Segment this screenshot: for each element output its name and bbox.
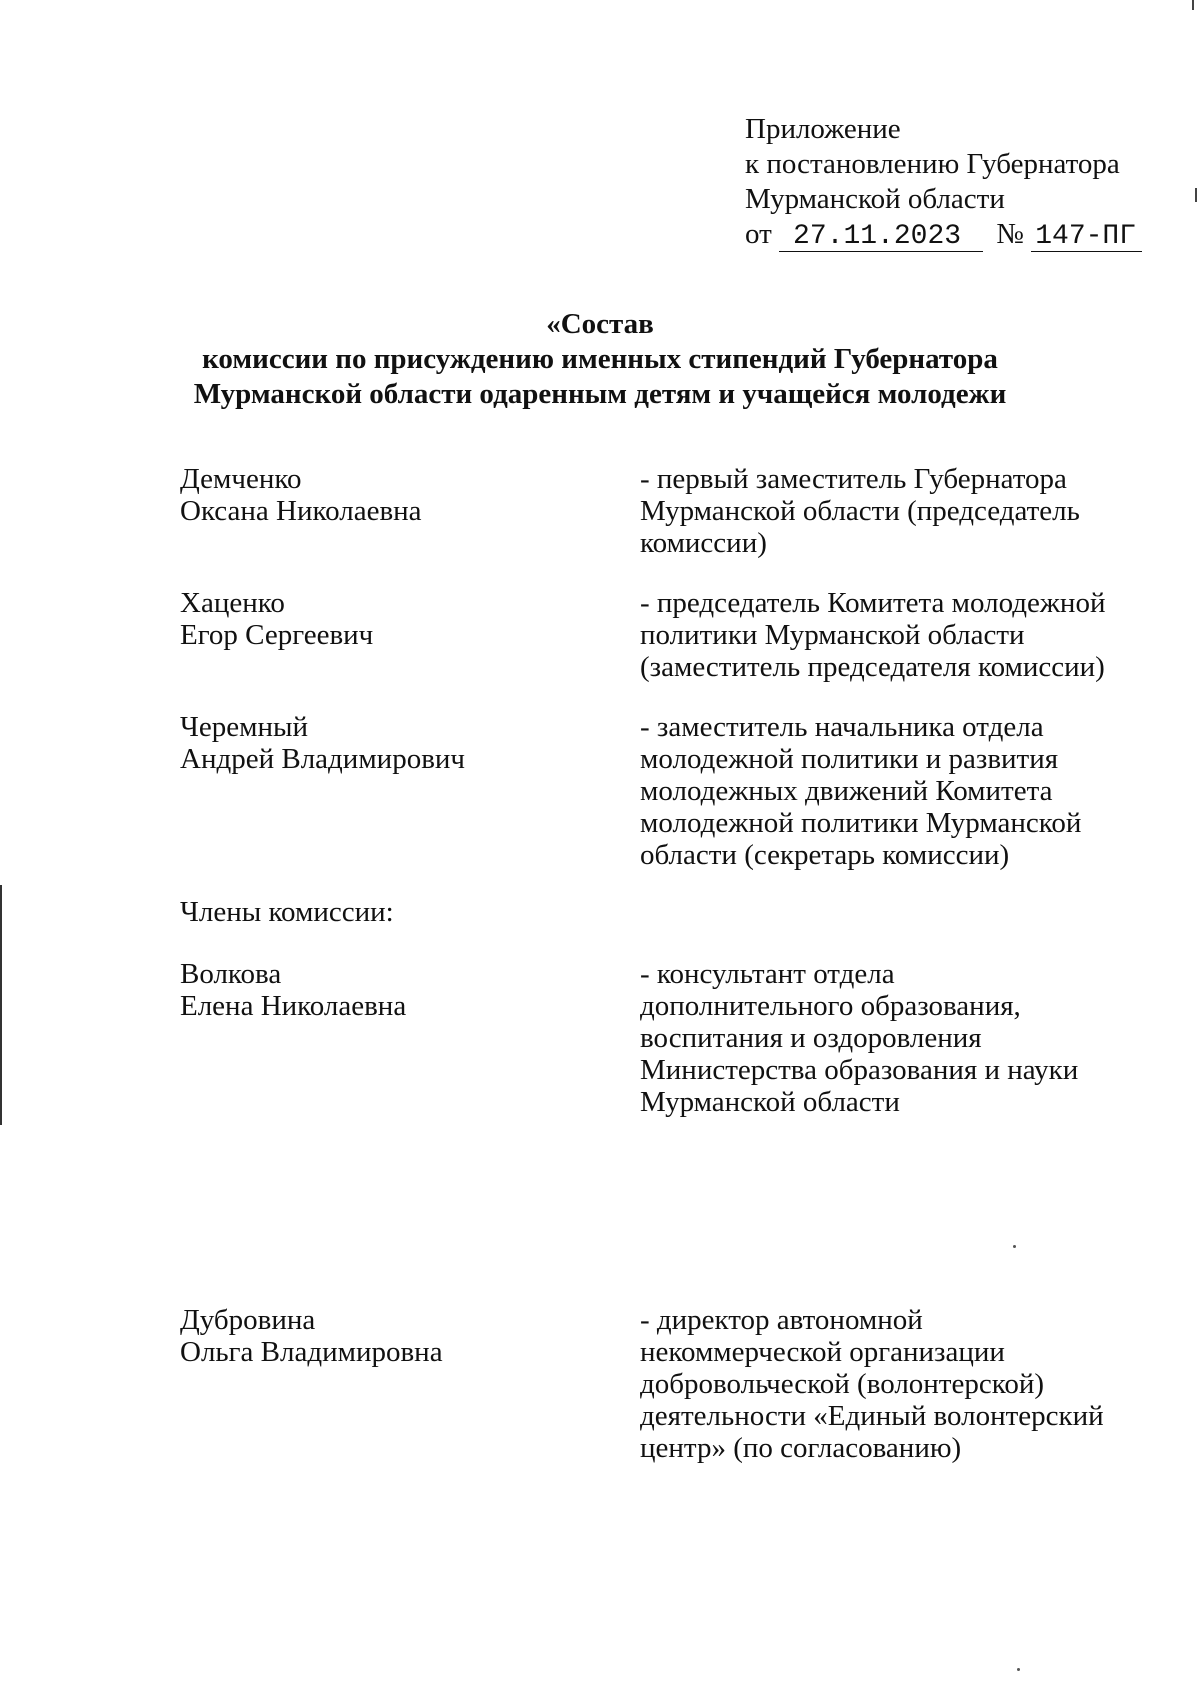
member-surname: Волкова: [180, 958, 282, 990]
member-given-names: Андрей Владимирович: [180, 743, 465, 775]
appendix-reference: к постановлению Губернатора: [745, 148, 1120, 180]
member-surname: Демченко: [180, 463, 302, 495]
scan-mark: [1192, 0, 1194, 10]
appendix-header: [745, 112, 1142, 252]
role-line: Мурманской области (председатель: [640, 495, 1080, 527]
title-line-2: комиссии по присуждению именных стипендий Губернатора: [202, 343, 998, 375]
role-line: политики Мурманской области: [640, 619, 1025, 651]
member-surname: Хаценко: [180, 587, 285, 619]
role-line: центр» (по согласованию): [640, 1432, 962, 1464]
role-line: - заместитель начальника отдела: [640, 711, 1044, 743]
title-line-3: Мурманской области одаренным детям и учащейся молодежи: [193, 378, 1007, 410]
role-line: молодежной политики и развития: [640, 743, 1059, 775]
member-name: [180, 587, 373, 651]
role-line: (заместитель председателя комиссии): [640, 651, 1105, 683]
member-role: [640, 463, 1130, 559]
appendix-title: Приложение: [745, 113, 901, 145]
member-surname: Дубровина: [180, 1304, 316, 1336]
scan-dot: [1013, 1245, 1016, 1248]
member-role: [640, 1304, 1130, 1464]
document-title: [0, 307, 1200, 412]
role-line: некоммерческой организации: [640, 1336, 1005, 1368]
member-given-names: Елена Николаевна: [180, 990, 407, 1022]
role-line: деятельности «Единый волонтерский: [640, 1400, 1104, 1432]
member-given-names: Ольга Владимировна: [180, 1336, 443, 1368]
member-name: [180, 711, 465, 775]
member-given-names: Егор Сергеевич: [180, 619, 374, 651]
role-line: молодежной политики Мурманской: [640, 807, 1082, 839]
member-role: [640, 587, 1130, 683]
member-role: [640, 711, 1130, 871]
member-name: [180, 1304, 443, 1368]
role-line: Мурманской области: [640, 1086, 900, 1118]
appendix-region: Мурманской области: [745, 183, 1005, 215]
role-line: - первый заместитель Губернатора: [640, 463, 1067, 495]
decree-number: 147-ПГ: [1031, 223, 1142, 252]
appendix-date-line: [745, 217, 1142, 252]
role-line: - директор автономной: [640, 1304, 923, 1336]
title-line-1: «Состав: [546, 308, 654, 340]
scan-dot: [1017, 1668, 1020, 1671]
decree-date: 27.11.2023: [779, 223, 983, 252]
role-line: - председатель Комитета молодежной: [640, 587, 1106, 619]
role-line: - консультант отдела: [640, 958, 895, 990]
role-line: молодежных движений Комитета: [640, 775, 1053, 807]
number-prefix: №: [996, 218, 1024, 250]
member-name: [180, 463, 422, 527]
members-label: Члены комиссии:: [180, 896, 394, 928]
scan-edge-line: [0, 885, 2, 1125]
role-line: области (секретарь комиссии): [640, 839, 1010, 871]
scan-mark: [1195, 188, 1197, 202]
role-line: дополнительного образования,: [640, 990, 1021, 1022]
member-given-names: Оксана Николаевна: [180, 495, 422, 527]
role-line: Министерства образования и науки: [640, 1054, 1079, 1086]
role-line: комиссии): [640, 527, 767, 559]
member-surname: Черемный: [180, 711, 308, 743]
date-prefix: от: [745, 218, 772, 250]
member-role: [640, 958, 1130, 1118]
role-line: воспитания и оздоровления: [640, 1022, 982, 1054]
role-line: добровольческой (волонтерской): [640, 1368, 1045, 1400]
member-name: [180, 958, 406, 1022]
